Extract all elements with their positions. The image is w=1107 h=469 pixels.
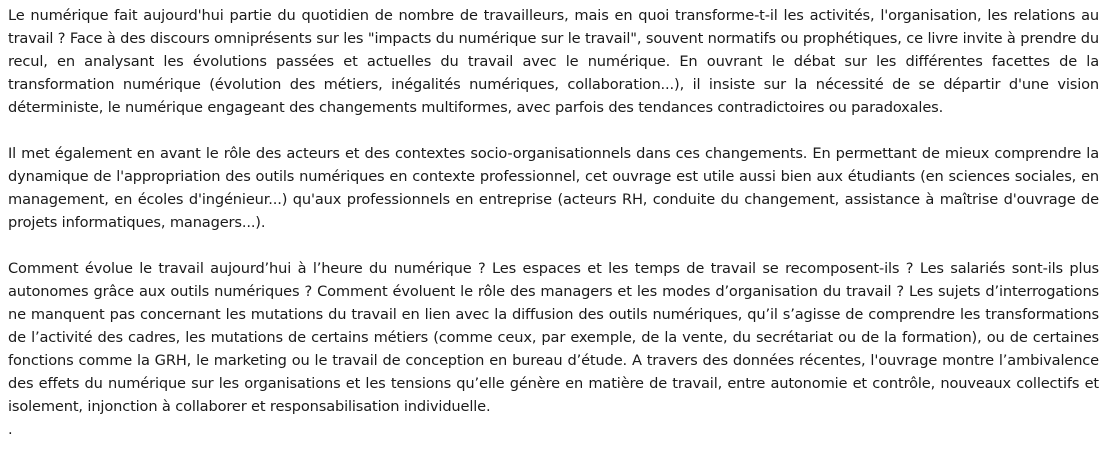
trailing-period: . (8, 421, 13, 438)
paragraph-actors: Il met également en avant le rôle des acteurs et des contextes socio-organisationnels dans ces changements. En permettant de mieux comprendre la dynamique de l'appropriation des outils numériques en contexte professionnel, cet ouvrage est utile aussi bien aux étudiants (en sciences sociales, en management, en écoles d'ingénieur...) qu'aux professionnels en entreprise (acteurs RH, conduite du changement, assistance à maîtrise d'ouvrage de projets informatiques, managers...). (8, 145, 1099, 231)
paragraph-intro: Le numérique fait aujourd'hui partie du quotidien de nombre de travailleurs, mais en quoi transforme-t-il les activités, l'organisation, les relations au travail ? Face à des discours omniprésents sur les "impacts du numérique sur le travail", souvent normatifs ou prophétiques, ce livre invite à prendre du recul, en analysant les évolutions passées et actuelles du travail avec le numérique. En ouvrant le débat sur les différentes facettes de la transformation numérique (évolution des métiers, inégalités numériques, collaboration...), il insiste sur la nécessité de se départir d'une vision déterministe, le numérique engageant des changements multiformes, avec parfois des tendances contradictoires ou paradoxales. (8, 7, 1099, 116)
paragraph-questions: Comment évolue le travail aujourd’hui à l’heure du numérique ? Les espaces et les temps de travail se recomposent-ils ? Les salariés sont-ils plus autonomes grâce aux outils numériques ? Comment évoluent le rôle des managers et les modes d’organisation du travail ? Les sujets d’interrogations ne manquent pas concernant les mutations du travail en lien avec la diffusion des outils numériques, qu’il s’agisse de comprendre les transformations de l’activité des cadres, les mutations de certains métiers (comme ceux, par exemple, de la vente, du secrétariat ou de la formation), ou de certaines fonctions comme la GRH, le marketing ou le travail de conception en bureau d’étude. A travers des données récentes, l'ouvrage montre l’ambivalence des effets du numérique sur les organisations et les tensions qu’elle génère en matière de travail, entre autonomie et contrôle, nouveaux collectifs et isolement, injonction à collaborer et responsabilisation individuelle. (8, 260, 1099, 415)
